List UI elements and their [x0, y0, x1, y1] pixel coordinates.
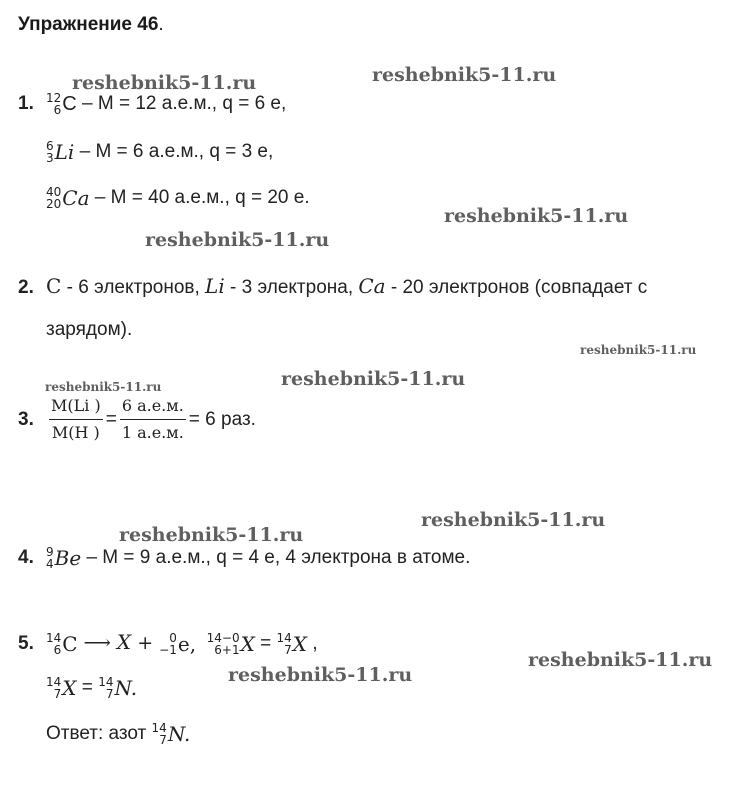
nuclide-ca [46, 186, 90, 210]
item-3-ratio [18, 396, 256, 443]
atomic-number: 3 [46, 151, 54, 165]
item-1-lithium [46, 140, 273, 164]
element-symbol: Li [54, 140, 75, 164]
nuclide-be [46, 546, 81, 570]
unknown-x: X [116, 630, 132, 654]
nuclide-li [46, 140, 74, 164]
denominator: M(H ) [51, 423, 100, 442]
nuclide-c [46, 92, 77, 116]
item-text: – M = 9 а.е.м., q = 4 e, 4 электрона в атоме. [81, 547, 471, 569]
nuclide-x [46, 676, 77, 700]
element-symbol: Be [54, 546, 82, 570]
item-text: – M = 40 а.е.м., q = 20 e. [89, 187, 310, 209]
mass-number: 14 [98, 675, 114, 689]
mass-number: 14 [276, 630, 292, 645]
element-symbol: N. [167, 722, 191, 746]
atomic-number: 7 [159, 733, 167, 747]
atomic-number: 7 [105, 687, 114, 701]
value-ratio-fraction [120, 396, 186, 443]
nuclide-x-result [277, 632, 308, 656]
atomic-number: 7 [53, 687, 62, 701]
atomic-number: 20 [46, 197, 62, 211]
unknown-x: X [292, 631, 308, 656]
element-symbol-ca: Ca [358, 274, 386, 298]
nuclide-c14 [46, 632, 78, 656]
watermark: reshebnik5-11.ru [228, 664, 413, 686]
mass-number: 40 [46, 185, 62, 199]
element-symbol: C [62, 631, 78, 656]
mass-ratio-fraction [49, 396, 103, 443]
item-5-identify [46, 676, 137, 700]
mass-number: 14 [151, 721, 167, 735]
page-title [18, 14, 164, 36]
watermark: reshebnik5-11.ru [45, 380, 162, 394]
text-part: - 6 электронов, [61, 277, 206, 298]
mass-number: 12 [46, 91, 62, 105]
plus-sign: + [131, 632, 160, 654]
denominator: 1 а.е.м. [121, 423, 184, 442]
mass-number: 14 [46, 630, 62, 645]
comma: , [307, 633, 318, 654]
numerator: M(Li ) [49, 396, 103, 420]
result-text: = 6 раз. [188, 408, 256, 430]
element-symbol: Ca [62, 186, 90, 210]
element-symbol-c: C [46, 274, 62, 298]
electron [159, 632, 196, 656]
charge-top: 0 [169, 630, 177, 645]
watermark: reshebnik5-11.ru [145, 229, 330, 251]
text-part: - 3 электрона, [224, 277, 359, 298]
equals-sign: = [76, 677, 99, 699]
watermark: reshebnik5-11.ru [444, 205, 629, 227]
item-text: – M = 6 а.е.м., q = 3 e, [74, 141, 274, 163]
electron-symbol: e, [177, 631, 197, 656]
text-part: - 20 электронов (совпадает с [385, 277, 648, 298]
item-1-calcium [46, 186, 310, 210]
atomic-number: 6 [53, 642, 62, 657]
title-dot: . [158, 14, 164, 35]
watermark: reshebnik5-11.ru [580, 343, 697, 357]
watermark: reshebnik5-11.ru [119, 524, 304, 546]
unknown-x: X [240, 631, 255, 656]
mass-number: 14 [46, 675, 62, 689]
charge-bottom: −1 [159, 642, 177, 657]
item-5-reaction [18, 630, 318, 656]
answer-text: Ответ: азот [46, 723, 152, 745]
atomic-number: 6 [53, 103, 62, 117]
item-2-line-2 [46, 318, 132, 342]
mass-number: 9 [46, 545, 54, 559]
watermark: reshebnik5-11.ru [372, 64, 557, 86]
item-number: 3. [18, 408, 34, 430]
unknown-x: X [62, 676, 77, 700]
watermark: reshebnik5-11.ru [72, 72, 257, 94]
item-number: 4. [18, 547, 34, 569]
equals-sign: = [254, 633, 277, 654]
watermark: reshebnik5-11.ru [281, 368, 466, 390]
nuclide-x-calc [207, 632, 255, 656]
item-4-beryllium [18, 546, 470, 570]
mass-expression: 14−0 [206, 630, 240, 645]
item-2-line-1 [18, 274, 647, 300]
mass-number: 6 [46, 139, 54, 153]
text-part: зарядом). [46, 319, 133, 340]
item-number: 2. [18, 277, 34, 298]
item-1-carbon [18, 92, 286, 116]
atomic-number: 7 [284, 642, 292, 657]
element-symbol: N. [114, 676, 138, 700]
item-number: 1. [18, 93, 34, 115]
element-symbol: C [62, 93, 77, 115]
title-text: Упражнение 46 [18, 14, 159, 35]
nuclide-n-answer [152, 722, 191, 746]
numerator: 6 а.е.м. [120, 396, 186, 420]
atomic-number: 4 [46, 557, 54, 571]
element-symbol-li: Li [205, 274, 225, 298]
charge-expression: 6+1 [214, 642, 240, 657]
watermark: reshebnik5-11.ru [421, 509, 606, 531]
item-5-answer [46, 722, 190, 746]
equals-sign: = [105, 408, 117, 430]
watermark: reshebnik5-11.ru [528, 649, 713, 671]
arrow: ⟶ [77, 632, 117, 654]
nuclide-n [98, 676, 137, 700]
item-text: – M = 12 а.е.м., q = 6 e, [76, 93, 287, 115]
item-number: 5. [18, 633, 34, 654]
